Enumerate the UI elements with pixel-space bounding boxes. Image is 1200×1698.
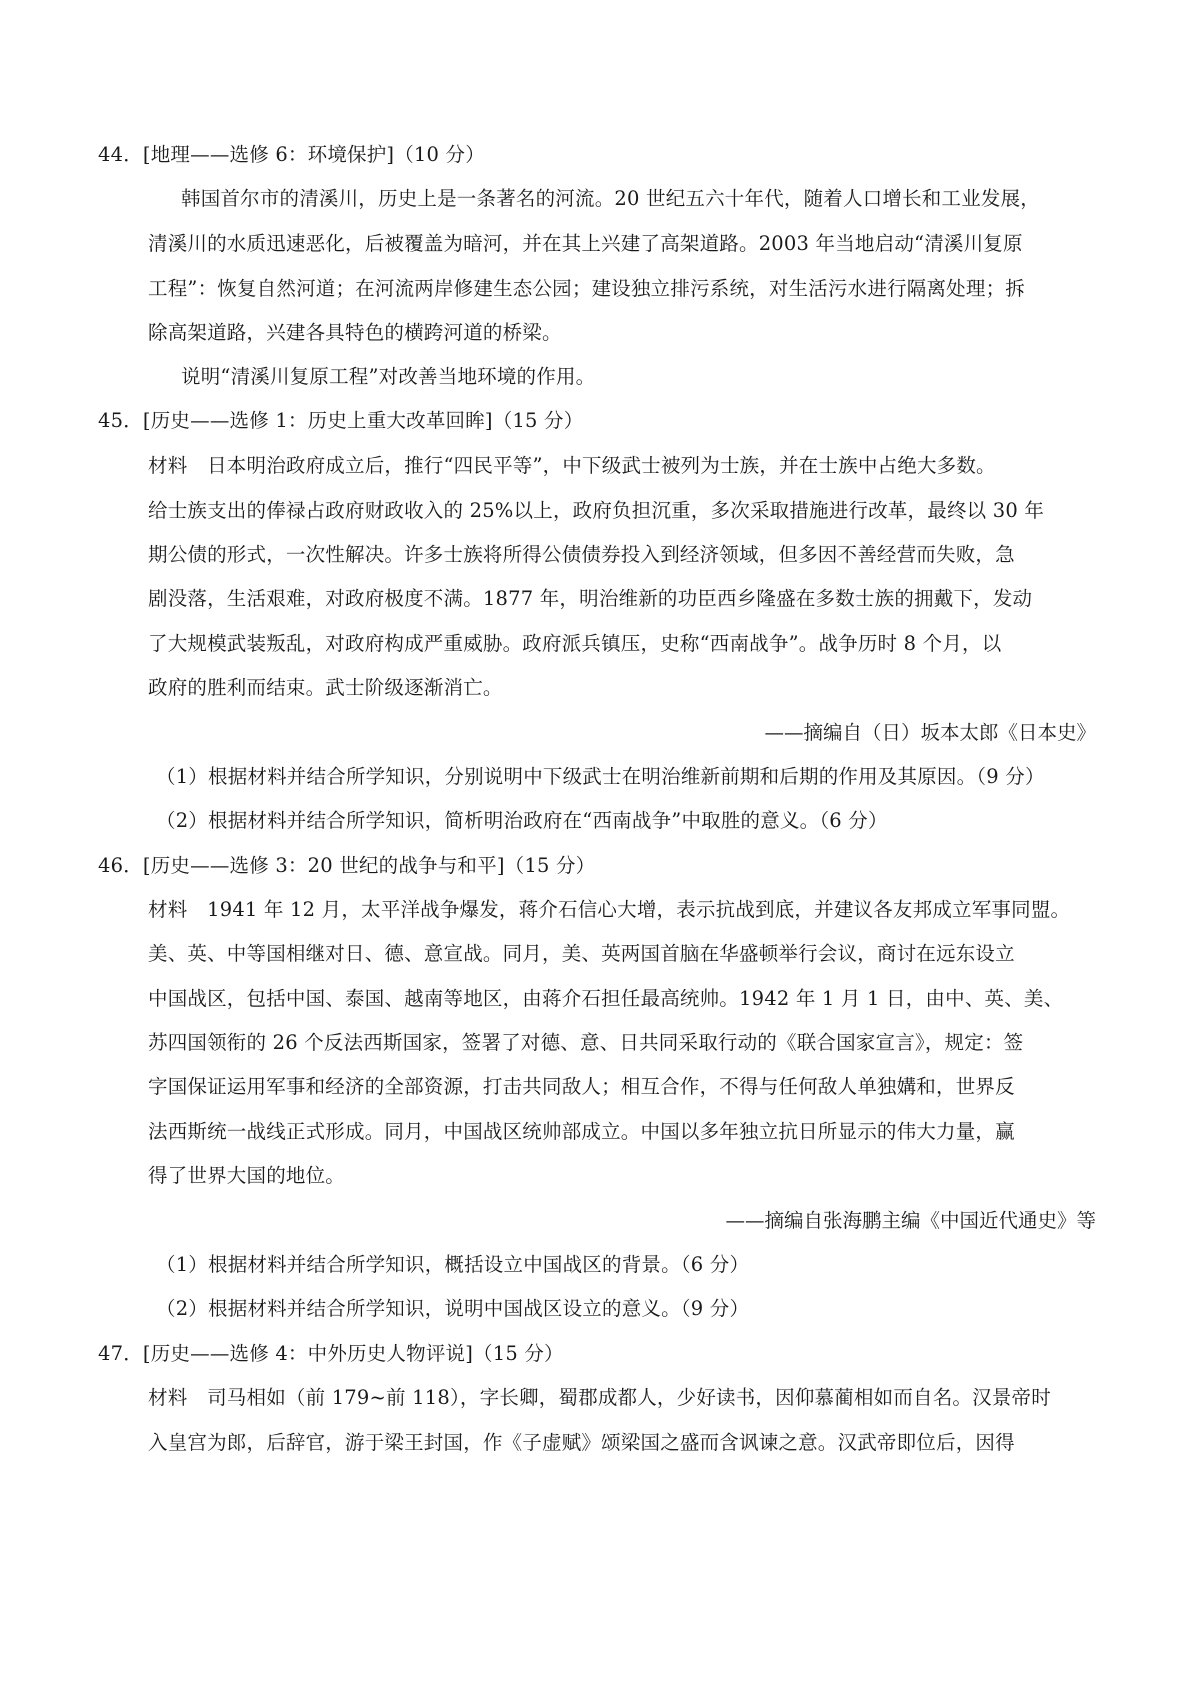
q45-header: 45．[历史——选修 1：历史上重大改革回眸]（15 分）	[98, 409, 584, 432]
q44-paragraph-line: 工程”：恢复自然河道；在河流两岸修建生态公园；建设独立排污系统，对生活污水进行隔离处理；拆	[148, 277, 1025, 300]
q45-material-line: 期公债的形式，一次性解决。许多士族将所得公债债券投入到经济领域，但多因不善经营而失败，急	[148, 543, 1015, 566]
q47-header: 47．[历史——选修 4：中外历史人物评说]（15 分）	[98, 1342, 564, 1365]
q46-material-line: 中国战区，包括中国、泰国、越南等地区，由蒋介石担任最高统帅。1942 年 1 月 1 日，由中、英、美、	[148, 987, 1064, 1010]
q46-question-1: （1）根据材料并结合所学知识，概括设立中国战区的背景。（6 分）	[156, 1253, 750, 1276]
q45-question-1: （1）根据材料并结合所学知识，分别说明中下级武士在明治维新前期和后期的作用及其原因。（9 分）	[156, 765, 1045, 788]
q45-material-line: 了大规模武装叛乱，对政府构成严重威胁。政府派兵镇压，史称“西南战争”。战争历时 8 个月，以	[148, 632, 1002, 655]
q44-paragraph-line: 除高架道路，兴建各具特色的横跨河道的桥梁。	[148, 321, 562, 344]
q45-material-line: 材料 日本明治政府成立后，推行“四民平等”，中下级武士被列为士族，并在士族中占绝大多数。	[148, 454, 996, 477]
q46-material-line: 法西斯统一战线正式形成。同月，中国战区统帅部成立。中国以多年独立抗日所显示的伟大力量，赢	[148, 1120, 1015, 1143]
q47-material-line: 入皇宫为郎，后辞官，游于梁王封国，作《子虚赋》颂梁国之盛而含讽谏之意。汉武帝即位后，因得	[148, 1431, 1015, 1454]
q46-header: 46．[历史——选修 3：20 世纪的战争与和平]（15 分）	[98, 854, 596, 877]
q46-material-line: 得了世界大国的地位。	[148, 1164, 346, 1187]
q46-question-2: （2）根据材料并结合所学知识，说明中国战区设立的意义。（9 分）	[156, 1297, 750, 1320]
q44-paragraph-line: 清溪川的水质迅速恶化，后被覆盖为暗河，并在其上兴建了高架道路。2003 年当地启动“清溪川复原	[148, 232, 1023, 255]
q46-material-line: 字国保证运用军事和经济的全部资源，打击共同敌人；相互合作，不得与任何敌人单独媾和，世界反	[148, 1075, 1015, 1098]
q44-paragraph-line: 韩国首尔市的清溪川，历史上是一条著名的河流。20 世纪五六十年代，随着人口增长和工业发展，	[181, 187, 1041, 210]
q44-header: 44．[地理——选修 6：环境保护]（10 分）	[98, 143, 485, 166]
q46-material-line: 苏四国领衔的 26 个反法西斯国家，签署了对德、意、日共同采取行动的《联合国家宣言》，规定：签	[148, 1031, 1024, 1054]
q45-material-line: 政府的胜利而结束。武士阶级逐渐消亡。	[148, 676, 503, 699]
q45-question-2: （2）根据材料并结合所学知识，简析明治政府在“西南战争”中取胜的意义。（6 分）	[156, 809, 888, 832]
q46-material-line: 材料 1941 年 12 月，太平洋战争爆发，蒋介石信心大增，表示抗战到底，并建议各友邦成立军事同盟。	[148, 898, 1071, 921]
q44-question: 说明“清溪川复原工程”对改善当地环境的作用。	[181, 365, 596, 388]
q47-material-line: 材料 司马相如（前 179~前 118），字长卿，蜀郡成都人，少好读书，因仰慕蔺相如而自名。汉景帝时	[148, 1386, 1051, 1409]
q45-material-line: 给士族支出的俸禄占政府财政收入的 25%以上，政府负担沉重，多次采取措施进行改革，最终以 30 年	[148, 499, 1045, 522]
q46-source: ——摘编自张海鹏主编《中国近代通史》等	[725, 1209, 1096, 1232]
q45-source: ——摘编自（日）坂本太郎《日本史》	[764, 721, 1096, 744]
q46-material-line: 美、英、中等国相继对日、德、意宣战。同月，美、英两国首脑在华盛顿举行会议，商讨在远东设立	[148, 942, 1015, 965]
q45-material-line: 剧没落，生活艰难，对政府极度不满。1877 年，明治维新的功臣西乡隆盛在多数士族的拥戴下，发动	[148, 587, 1033, 610]
